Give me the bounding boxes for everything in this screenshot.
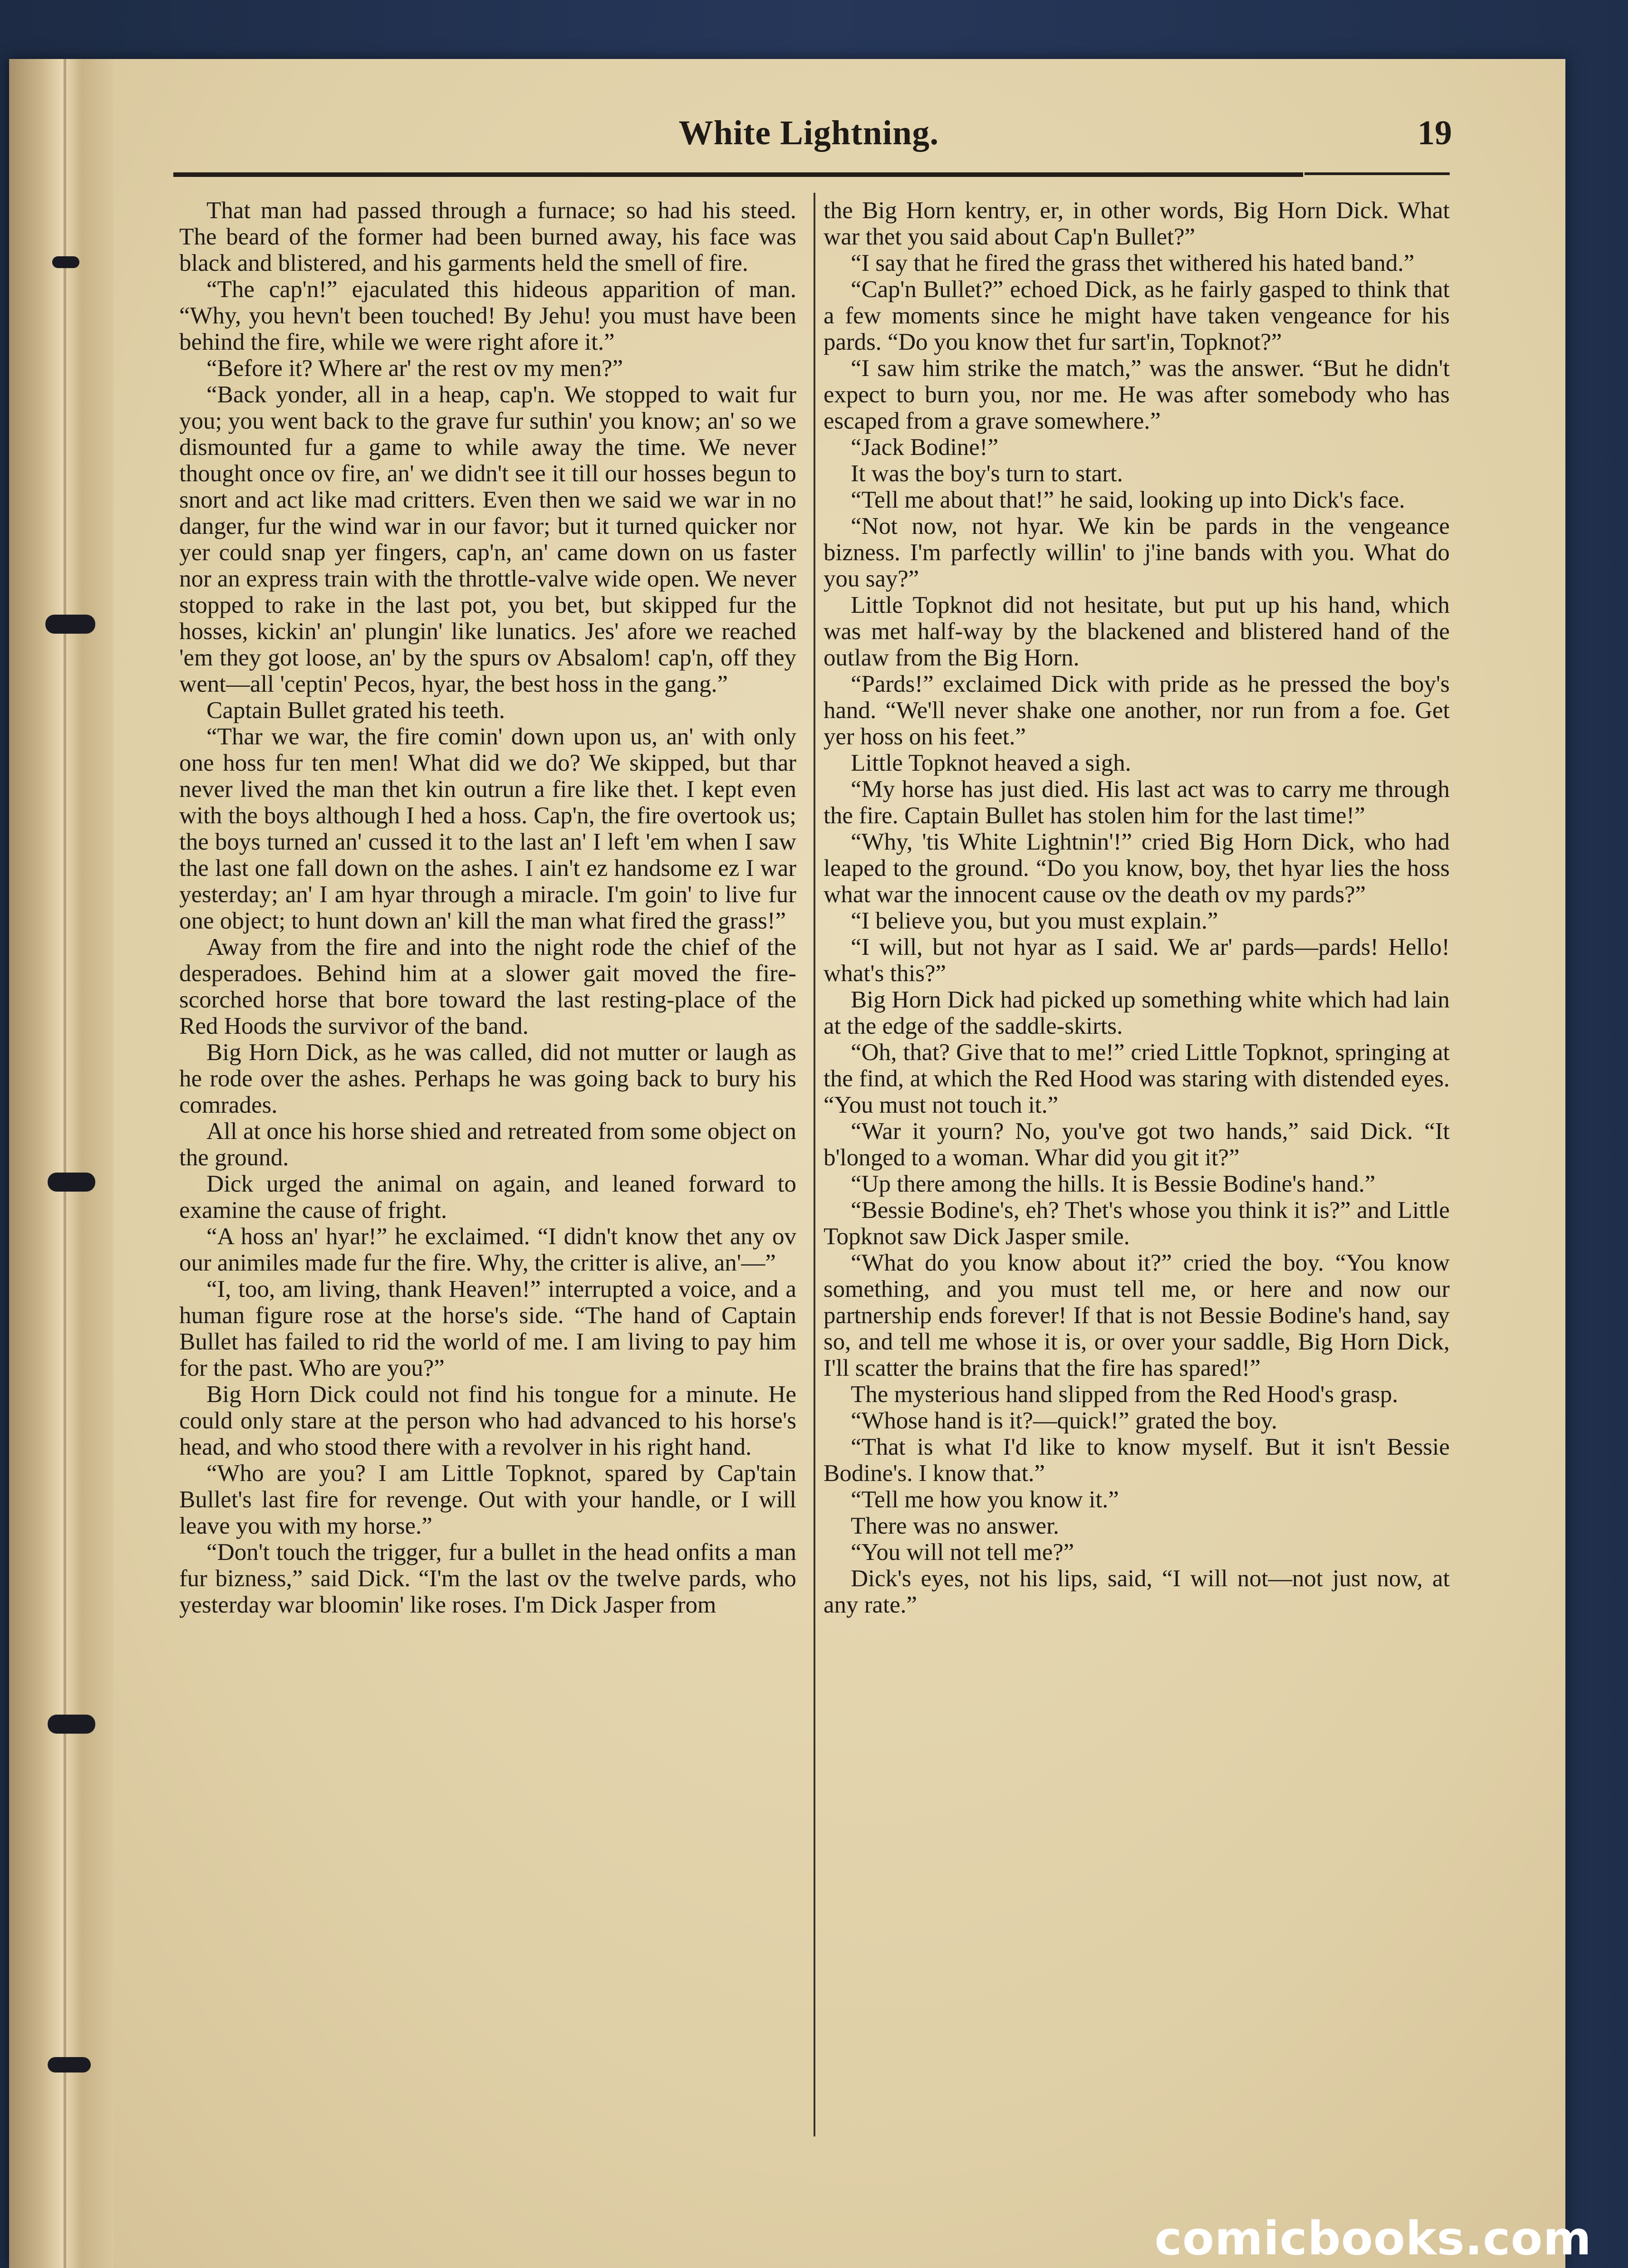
paragraph: “Tell me how you know it.”: [851, 1486, 1119, 1513]
paragraph: “Before it? Where ar' the rest ov my men?”: [206, 355, 623, 381]
site-watermark: comicbooks.com: [1154, 2212, 1592, 2266]
page-number: 19: [1417, 114, 1452, 152]
paragraph: “I saw him strike the match,” was the answer. “But he didn't expect to burn you, nor me. He was after somebody who has escaped from a grave somewhere.”: [824, 355, 1450, 434]
running-head-title: White Lightning.: [678, 114, 939, 152]
paragraph: “Bessie Bodine's, eh? Thet's whose you think it is?” and Little Topknot saw Dick Jasper smile.: [824, 1197, 1450, 1250]
page-header: [166, 113, 1452, 163]
paragraph: “I believe you, but you must explain.”: [851, 908, 1218, 934]
paragraph: That man had passed through a furnace; so had his steed. The beard of the former had been burned away, his face was black and blistered, and his garments held the smell of fire.: [179, 197, 796, 276]
binding-staple-icon: [48, 2057, 91, 2072]
binding-staple-icon: [45, 615, 95, 634]
paragraph: All at once his horse shied and retreated from some object on the ground.: [179, 1118, 796, 1171]
paragraph: Dick's eyes, not his lips, said, “I will not—not just now, at any rate.”: [824, 1565, 1450, 1618]
text-column-right: [824, 197, 1450, 1618]
text-column-left: [179, 197, 796, 1618]
paragraph: It was the boy's turn to start.: [851, 460, 1123, 487]
binding-staple-icon: [48, 1173, 95, 1192]
paragraph: Little Topknot heaved a sigh.: [851, 750, 1131, 776]
paragraph: “I say that he fired the grass thet withered his hated band.”: [851, 250, 1415, 276]
paragraph: “What do you know about it?” cried the boy. “You know something, and you must tell me, or here and now our partnership ends forever! If that is not Bessie Bodine's hand, say so, and tell me whose it is, or over your saddle, Big Horn Dick, I'll scatter the brains that the fire has spared!”: [824, 1250, 1450, 1381]
paragraph: “The cap'n!” ejaculated this hideous apparition of man. “Why, you hevn't been touched! By Jehu! you must have been behind the fire, while we were right afore it.”: [179, 276, 796, 355]
paragraph: “Oh, that? Give that to me!” cried Little Topknot, springing at the find, at which the Red Hood was staring with distended eyes. “You must not touch it.”: [824, 1039, 1450, 1118]
paragraph: “My horse has just died. His last act was to carry me through the fire. Captain Bullet has stolen him for the last time!”: [824, 776, 1450, 829]
paragraph: “I, too, am living, thank Heaven!” interrupted a voice, and a human figure rose at the horse's side. “The hand of Captain Bullet has failed to rid the world of me. I am living to pay him for the past. Who are you?”: [179, 1276, 796, 1381]
paragraph: “Tell me about that!” he said, looking up into Dick's face.: [851, 487, 1405, 513]
paragraph: “A hoss an' hyar!” he exclaimed. “I didn't know thet any ov our animiles made fur the fire. Why, the critter is alive, an'—”: [179, 1223, 796, 1276]
header-rule-short: [1304, 172, 1450, 175]
paragraph: Away from the fire and into the night rode the chief of the desperadoes. Behind him at a slower gait moved the fire-scorched horse that bore toward the last resting-place of the Red Hoods the survivor of the band.: [179, 934, 796, 1039]
header-rule: [173, 172, 1303, 177]
paragraph: Dick urged the animal on again, and leaned forward to examine the cause of fright.: [179, 1171, 796, 1223]
paragraph: Big Horn Dick, as he was called, did not mutter or laugh as he rode over the ashes. Perhaps he was going back to bury his comrades.: [179, 1039, 796, 1118]
paragraph: “Cap'n Bullet?” echoed Dick, as he fairly gasped to think that a few moments since he might have taken vengeance for his pards. “Do you know thet fur sart'in, Topknot?”: [824, 276, 1450, 355]
paragraph: “You will not tell me?”: [851, 1539, 1074, 1565]
paragraph: Captain Bullet grated his teeth.: [206, 697, 505, 723]
binding-staple-icon: [48, 1715, 95, 1734]
paragraph: “Pards!” exclaimed Dick with pride as he pressed the boy's hand. “We'll never shake one another, nor run from a foe. Get yer hoss on his feet.”: [824, 671, 1450, 750]
paragraph: “Up there among the hills. It is Bessie Bodine's hand.”: [851, 1171, 1376, 1197]
paragraph: The mysterious hand slipped from the Red Hood's grasp.: [851, 1381, 1398, 1408]
paragraph: “Don't touch the trigger, fur a bullet in the head onfits a man fur bizness,” said Dick. “I'm the last ov the twelve pards, who yesterday war bloomin' like roses. I'm Dick Jasper from: [179, 1539, 796, 1618]
paragraph: There was no answer.: [851, 1513, 1059, 1539]
paragraph: “War it yourn? No, you've got two hands,” said Dick. “It b'longed to a woman. Whar did you git it?”: [824, 1118, 1450, 1171]
paragraph: “I will, but not hyar as I said. We ar' pards—pards! Hello! what's this?”: [824, 934, 1450, 987]
binding-staple-icon: [52, 256, 79, 268]
paragraph: “Who are you? I am Little Topknot, spared by Cap'tain Bullet's last fire for revenge. Out with your handle, or I will leave you with my horse.”: [179, 1460, 796, 1539]
paragraph: Big Horn Dick could not find his tongue for a minute. He could only stare at the person who had advanced to his horse's head, and who stood there with a revolver in his right hand.: [179, 1381, 796, 1460]
paragraph: Big Horn Dick had picked up something white which had lain at the edge of the saddle-skirts.: [824, 987, 1450, 1039]
binding-gutter: [9, 59, 113, 2268]
paragraph: “Back yonder, all in a heap, cap'n. We stopped to wait fur you; you went back to the grave fur suthin' you know; an' so we dismounted fur a game to while away the time. We never thought once ov fire, an' we didn't see it till our hosses begun to snort and act like mad critters. Even then we said we war in no danger, fur the wind war in our favor; but it turned quicker nor yer could snap yer fingers, cap'n, an' came down on us faster nor an express train with the throttle-valve wide open. We never stopped to rake in the last pot, you bet, but skipped fur the hosses, kickin' an' plungin' like lunatics. Jes' afore we reached 'em they got loose, an' by the spurs ov Absalom! cap'n, off they went—all 'ceptin' Pecos, hyar, the best hoss in the gang.”: [179, 381, 796, 697]
paragraph: “Thar we war, the fire comin' down upon us, an' with only one hoss fur ten men! What did we do? We skipped, but thar never lived the man thet kin outrun a fire like thet. I kept even with the boys although I hed a hoss. Cap'n, the fire overtook us; the boys turned an' cussed it to the last an' I left 'em when I saw the last one fall down on the ashes. I ain't ez handsome ez I war yesterday; an' I am hyar through a miracle. I'm goin' to live fur one object; to hunt down an' kill the man what fired the grass!”: [179, 723, 796, 934]
paragraph: “Not now, not hyar. We kin be pards in the vengeance bizness. I'm parfectly willin' to j'ine bands with you. What do you say?”: [824, 513, 1450, 592]
paragraph: “That is what I'd like to know myself. But it isn't Bessie Bodine's. I know that.”: [824, 1434, 1450, 1486]
paragraph: “Why, 'tis White Lightnin'!” cried Big Horn Dick, who had leaped to the ground. “Do you know, boy, thet hyar lies the hoss what war the innocent cause ov the death ov my pards?”: [824, 829, 1450, 908]
gutter-fold-line: [64, 59, 66, 2268]
paragraph: the Big Horn kentry, er, in other words, Big Horn Dick. What war thet you said about Cap'n Bullet?”: [824, 197, 1450, 250]
paragraph: “Jack Bodine!”: [851, 434, 999, 460]
column-divider: [814, 193, 815, 2136]
paragraph: “Whose hand is it?—quick!” grated the boy.: [851, 1408, 1277, 1434]
paragraph: Little Topknot did not hesitate, but put up his hand, which was met half-way by the blackened and blistered hand of the outlaw from the Big Horn.: [824, 592, 1450, 671]
